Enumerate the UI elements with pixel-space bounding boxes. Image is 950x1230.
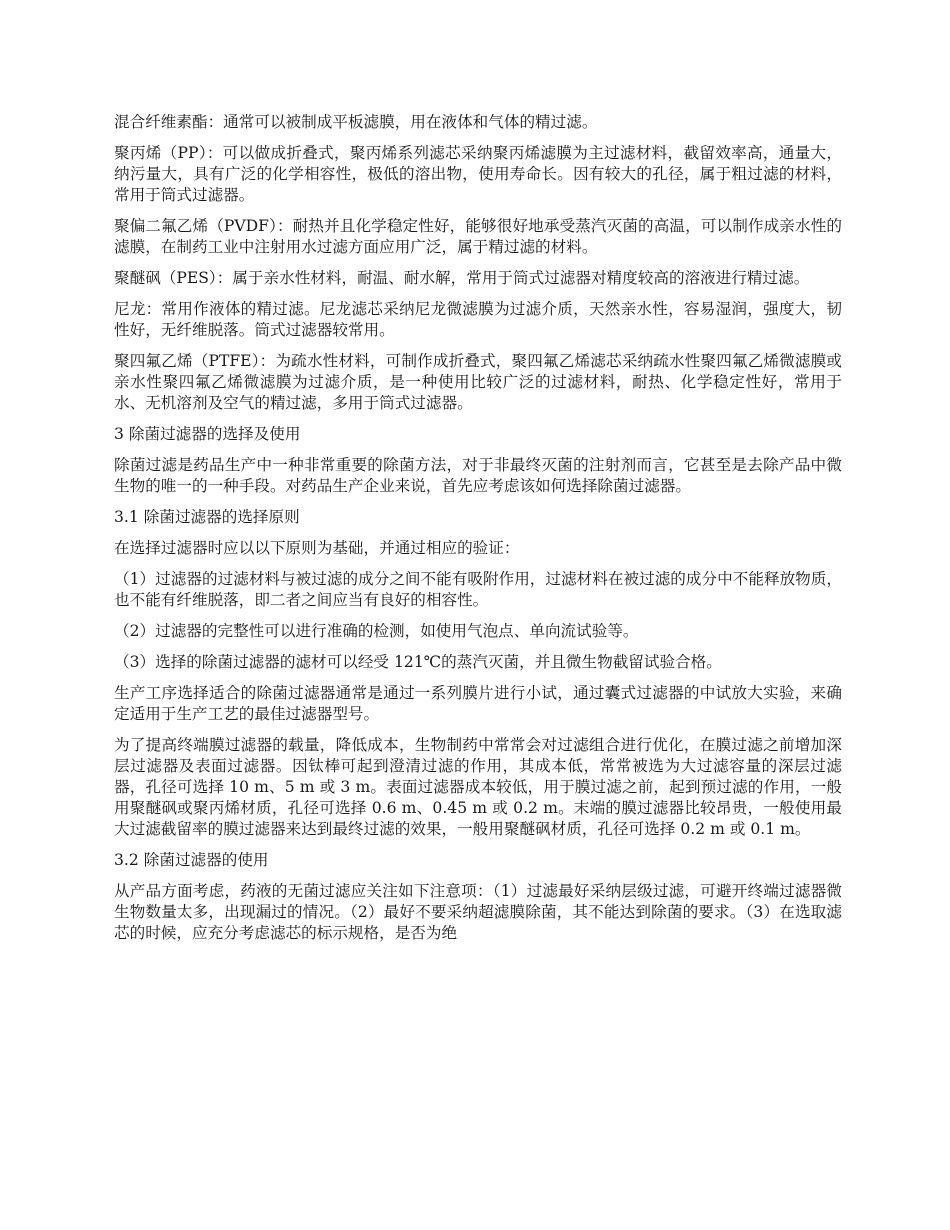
paragraph-mixed-cellulose-ester: 混合纤维素酯：通常可以被制成平板滤膜，用在液体和气体的精过滤。 xyxy=(114,113,598,131)
paragraph-nylon: 尼龙：常用作液体的精过滤。尼龙滤芯采纳尼龙微滤膜为过滤介质，天然亲水性，容易湿润，强度大，韧性好，无纤维脱落。筒式过滤器较常用。 xyxy=(114,300,842,339)
paragraph-filter-usage: 从产品方面考虑，药液的无菌过滤应关注如下注意项：（1）过滤最好采纳层级过滤，可避开终端过滤器微生物数量太多，出现漏过的情况。（2）最好不要采纳超滤膜除菌，其不能达到除菌的要求。（3）在选取滤芯的时候，应充分考虑滤芯的标示规格，是否为绝 xyxy=(114,882,842,942)
paragraph-polypropylene: 聚丙烯（PP）：可以做成折叠式，聚丙烯系列滤芯采纳聚丙烯滤膜为主过滤材料，截留效率高，通量大，纳污量大，具有广泛的化学相容性，极低的溶出物，使用寿命长。因有较大的孔径，属于粗过滤的材料，常用于筒式过滤器。 xyxy=(114,144,842,204)
paragraph-ptfe: 聚四氟乙烯（PTFE）：为疏水性材料，可制作成折叠式，聚四氟乙烯滤芯采纳疏水性聚四氟乙烯微滤膜或亲水性聚四氟乙烯微滤膜为过滤介质，是一种使用比较广泛的过滤材料，耐热、化学稳定性好，常用于水、无机溶剂及空气的精过滤，多用于筒式过滤器。 xyxy=(114,352,842,412)
paragraph-pvdf: 聚偏二氟乙烯（PVDF）：耐热并且化学稳定性好，能够很好地承受蒸汽灭菌的高温，可以制作成亲水性的滤膜，在制药工业中注射用水过滤方面应用广泛，属于精过滤的材料。 xyxy=(114,217,842,256)
paragraph-sterile-filtration-intro: 除菌过滤是药品生产中一种非常重要的除菌方法，对于非最终灭菌的注射剂而言，它甚至是去除产品中微生物的唯一的一种手段。对药品生产企业来说，首先应考虑该如何选择除菌过滤器。 xyxy=(114,456,842,495)
paragraph-pes: 聚醚砜（PES）：属于亲水性材料，耐温、耐水解，常用于筒式过滤器对精度较高的溶液进行精过滤。 xyxy=(114,269,810,287)
list-item-principle-2: （2）过滤器的完整性可以进行准确的检测，如使用气泡点、单向流试验等。 xyxy=(114,622,639,640)
section-heading-3-2: 3.2 除菌过滤器的使用 xyxy=(114,851,269,869)
section-heading-3: 3 除菌过滤器的选择及使用 xyxy=(114,425,301,443)
paragraph-selection-principles: 在选择过滤器时应以以下原则为基础，并通过相应的验证： xyxy=(114,539,520,557)
list-item-principle-1: （1）过滤器的过滤材料与被过滤的成分之间不能有吸附作用，过滤材料在被过滤的成分中不能释放物质，也不能有纤维脱落，即二者之间应当有良好的相容性。 xyxy=(114,570,843,609)
list-item-principle-3: （3）选择的除菌过滤器的滤材可以经受 121℃的蒸汽灭菌，并且微生物截留试验合格。 xyxy=(114,653,722,671)
document-page xyxy=(114,112,842,954)
section-heading-3-1: 3.1 除菌过滤器的选择原则 xyxy=(114,508,300,526)
paragraph-filter-combination: 为了提高终端膜过滤器的载量，降低成本，生物制药中常常会对过滤组合进行优化，在膜过滤之前增加深层过滤器及表面过滤器。因钛棒可起到澄清过滤的作用，其成本低，常常被选为大过滤容量的深层过滤器，孔径可选择 10 m、5 m 或 3 m。表面过滤器成本较低，用于膜过滤之前，起到预过滤的作用，一般用聚醚砜或聚丙烯材质，孔径可选择 0.6 m、0.45 m 或 0.2 m。末端的膜过滤器比较昂贵，一般使用最大过滤截留率的膜过滤器来达到最终过滤的效果，一般用聚醚砜材质，孔径可选择 0.2 m 或 0.1 m。 xyxy=(114,736,842,838)
paragraph-production-selection: 生产工序选择适合的除菌过滤器通常是通过一系列膜片进行小试，通过囊式过滤器的中试放大实验，来确定适用于生产工艺的最佳过滤器型号。 xyxy=(114,684,842,723)
